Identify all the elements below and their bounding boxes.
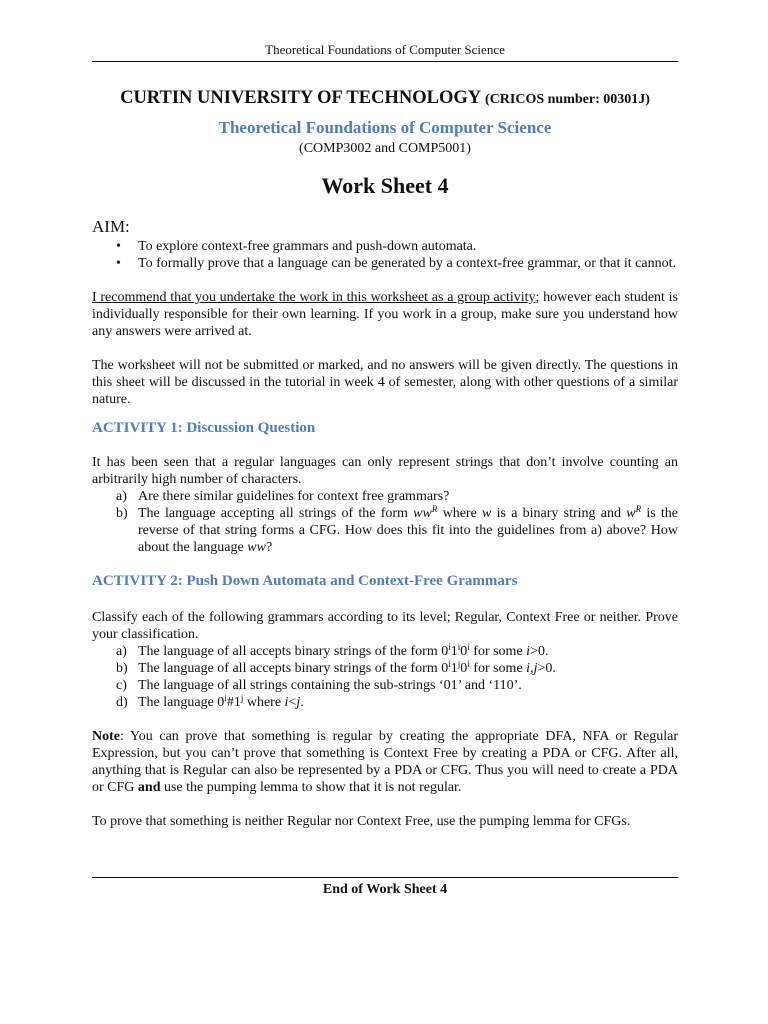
item-label: a) <box>116 644 127 659</box>
list-item <box>92 505 678 556</box>
math-ww: ww <box>413 506 432 521</box>
item-text: . <box>300 695 304 710</box>
item-text: 0 <box>460 661 468 676</box>
item-label: a) <box>116 489 127 504</box>
superscript: j <box>240 693 244 703</box>
neither-paragraph: To prove that something is neither Regular nor Context Free, use the pumping lemma for CFGs. <box>92 814 631 829</box>
item-text: where <box>243 695 285 710</box>
university-name: CURTIN UNIVERSITY OF TECHNOLOGY <box>120 88 481 108</box>
item-label: b) <box>116 661 128 676</box>
note-and: and <box>137 780 161 795</box>
header-rule <box>92 61 678 62</box>
aim-bullet-text: To formally prove that a language can be generated by a context-free grammar, or that it cannot. <box>138 256 677 271</box>
course-codes: (COMP3002 and COMP5001) <box>299 141 471 156</box>
footer-rule <box>92 877 678 878</box>
item-text: #1 <box>226 695 241 710</box>
math-var: i <box>526 644 531 659</box>
item-text: 1 <box>450 644 458 659</box>
superscript: i <box>448 642 451 652</box>
item-text: for some <box>469 644 527 659</box>
activity-2-list <box>92 643 678 711</box>
bullet-icon: • <box>116 256 121 271</box>
course-title: Theoretical Foundations of Computer Science <box>218 118 552 137</box>
item-text: >0. <box>537 661 556 676</box>
activity-1-heading: ACTIVITY 1: Discussion Question <box>92 420 316 436</box>
note-label: Note <box>92 729 120 744</box>
math-var: j <box>296 695 301 710</box>
superscript: j <box>457 659 461 669</box>
item-text: Are there similar guidelines for context free grammars? <box>138 489 450 504</box>
list-item <box>92 660 678 677</box>
item-text: The language of all accepts binary strings of the form 0 <box>138 661 449 676</box>
cricos-number: (CRICOS number: 00301J) <box>485 92 650 107</box>
item-label: d) <box>116 695 128 710</box>
item-text: >0. <box>530 644 549 659</box>
item-text: where <box>437 506 483 521</box>
recommendation-paragraph <box>92 289 678 340</box>
main-content <box>92 88 678 830</box>
aim-list <box>92 238 678 272</box>
recommendation-underlined: I recommend that you undertake the work in this worksheet as a group activity <box>92 290 536 305</box>
activity-1-intro: It has been seen that a regular languages can only represent strings that don’t involve counting an arbitrarily high number of characters. <box>92 455 678 487</box>
aim-heading: AIM: <box>92 217 130 236</box>
item-text: 0 <box>460 644 468 659</box>
item-text: The language accepting all strings of the form <box>138 506 414 521</box>
math-w: w <box>482 506 492 521</box>
note-text: use the pumping lemma to show that it is not regular. <box>160 780 462 795</box>
bullet-icon: • <box>116 239 121 254</box>
university-title <box>92 88 678 109</box>
activity-2-heading: ACTIVITY 2: Push Down Automata and Context-Free Grammars <box>92 573 518 589</box>
aim-bullet-text: To explore context-free grammars and push-down automata. <box>138 239 477 254</box>
recommendation-rest: ; however each student is individually responsible for their own learning. If you work in a group, make sure you understand how any answers were arrived at. <box>92 290 678 339</box>
aim-bullet <box>92 238 678 255</box>
running-header: Theoretical Foundations of Computer Science <box>265 42 505 57</box>
list-item <box>92 488 678 505</box>
item-text: The language 0 <box>138 695 225 710</box>
aim-bullet <box>92 255 678 272</box>
note-paragraph <box>92 728 678 796</box>
list-item <box>92 694 678 711</box>
end-of-worksheet: End of Work Sheet 4 <box>322 882 448 897</box>
item-label: c) <box>116 678 127 693</box>
item-text: is a binary string and <box>491 506 627 521</box>
superscript: i <box>224 693 227 703</box>
math-ww: ww <box>247 540 266 555</box>
item-text: The language of all accepts binary strings of the form 0 <box>138 644 449 659</box>
superscript: i <box>448 659 451 669</box>
item-text: < <box>288 695 297 710</box>
math-var: i <box>526 661 531 676</box>
math-w: w <box>626 506 636 521</box>
item-text: , <box>530 661 534 676</box>
item-text: ? <box>265 540 273 555</box>
item-text: 1 <box>450 661 458 676</box>
math-var: j <box>533 661 538 676</box>
superscript: i <box>467 642 470 652</box>
superscript: i <box>467 659 470 669</box>
list-item <box>92 643 678 660</box>
item-label: b) <box>116 506 128 521</box>
submission-paragraph: The worksheet will not be submitted or marked, and no answers will be given directly. The questions in this sheet will be discussed in the tutorial in week 4 of semester, along with other questions of a similar nature. <box>92 358 678 407</box>
list-item <box>92 677 678 694</box>
activity-1-list <box>92 488 678 556</box>
math-superscript-r: R <box>635 504 642 514</box>
activity-2-intro: Classify each of the following grammars according to its level; Regular, Context Free or neither. Prove your classification. <box>92 610 678 642</box>
item-text: is the reverse of that string forms a CFG. How does this fit into the guidelines from a) above? How about the language <box>138 506 678 555</box>
superscript: i <box>457 642 461 652</box>
worksheet-title: Work Sheet 4 <box>321 173 449 198</box>
item-text: for some <box>469 661 527 676</box>
math-var: i <box>284 695 289 710</box>
note-text: : You can prove that something is regular by creating the appropriate DFA, NFA or Regular Expression, but you can’t prove that something is Context Free by creating a PDA or CFG. After all, anything that is Regular can also be represented by a PDA or CFG. Thus you will need to create a PDA or CFG <box>92 729 678 795</box>
math-superscript-r: R <box>431 504 438 514</box>
item-text: The language of all strings containing the sub-strings ‘01’ and ‘110’. <box>138 678 522 693</box>
